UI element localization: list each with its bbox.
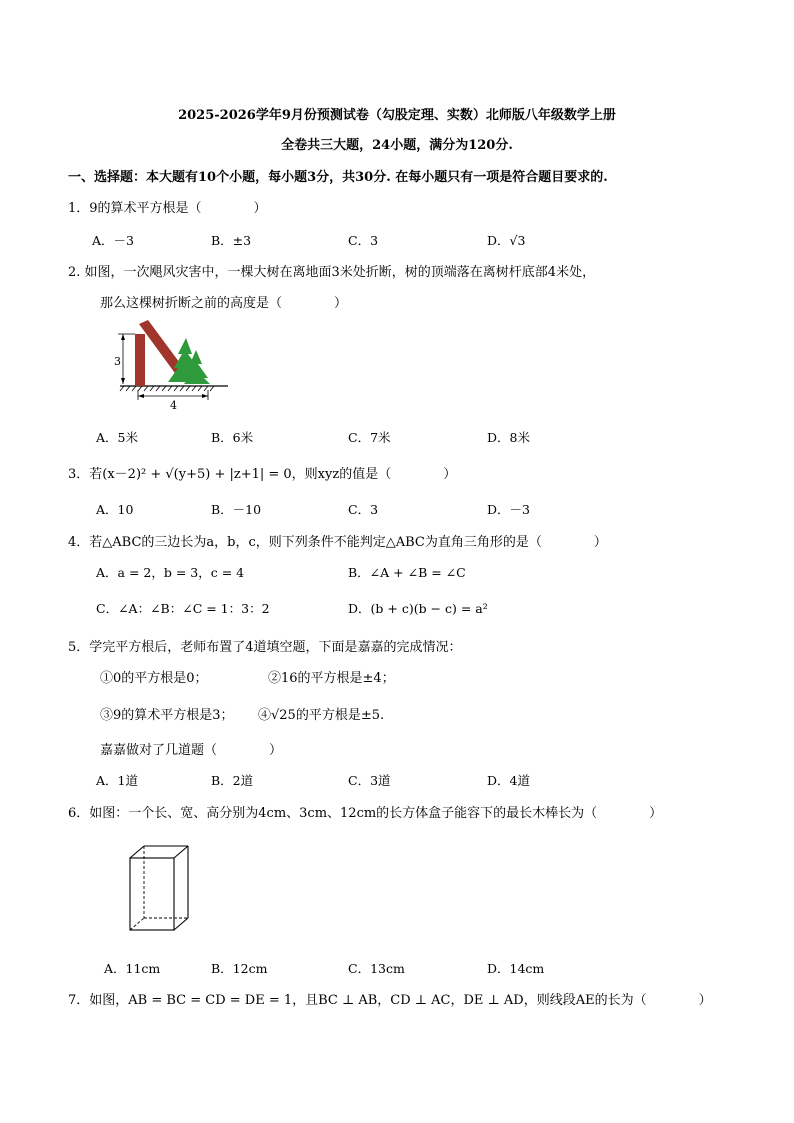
q6-option-d[interactable]: D．14cm: [487, 961, 545, 976]
q5-option-c[interactable]: C．3道: [348, 773, 391, 788]
q4-option-d[interactable]: D．(b + c)(b − c) = a²: [348, 601, 488, 616]
question-2-line1: 2. 如图，一次飓风灾害中，一棵大树在离地面3米处折断，树的顶端落在离树杆底部4米处，: [68, 265, 596, 280]
q4-option-a[interactable]: A．a = 2，b = 3，c = 4: [96, 565, 245, 580]
q6-option-c[interactable]: C．13cm: [348, 961, 405, 976]
q3-option-c[interactable]: C．3: [348, 502, 379, 517]
q3-option-b[interactable]: B．－10: [211, 502, 262, 517]
q1-option-c[interactable]: C．3: [348, 233, 379, 248]
q2-option-d[interactable]: D．8米: [487, 430, 530, 445]
cuboid-figure: [124, 840, 194, 936]
fig-label-3: 3: [114, 355, 121, 368]
question-6: 6．如图：一个长、宽、高分别为4cm、3cm、12cm的长方体盒子能容下的最长木棒长为（ ）: [68, 806, 663, 821]
q2-option-b[interactable]: B．6米: [211, 430, 254, 445]
q3-option-a[interactable]: A．10: [96, 502, 134, 517]
q1-option-d[interactable]: D．√3: [487, 233, 526, 248]
question-4: 4．若△ABC的三边长为a，b，c，则下列条件不能判定△ABC为直角三角形的是（ ）: [68, 535, 607, 550]
q6-option-a[interactable]: A．11cm: [104, 961, 161, 976]
q5-option-b[interactable]: B．2道: [211, 773, 254, 788]
q5-question: 嘉嘉做对了几道题（ ）: [100, 743, 283, 758]
q5-item-1: ①0的平方根是0；: [100, 671, 208, 686]
fig-label-4: 4: [170, 399, 177, 412]
section-heading: 一、选择题：本大题有10个小题，每小题3分，共30分. 在每小题只有一项是符合题目要求的.: [68, 170, 608, 185]
question-7: 7．如图，AB = BC = CD = DE = 1，且BC ⊥ AB，CD ⊥ AC，DE ⊥ AD，则线段AE的长为（ ）: [68, 993, 712, 1008]
q5-option-d[interactable]: D．4道: [487, 773, 530, 788]
q2-option-a[interactable]: A．5米: [96, 430, 138, 445]
q6-option-b[interactable]: B．12cm: [211, 961, 268, 976]
q1-option-a[interactable]: A．－3: [92, 233, 134, 248]
question-3: 3．若(x－2)² + √(y+5) + |z+1| = 0，则xyz的值是（ ）: [68, 467, 457, 482]
q2-option-c[interactable]: C．7米: [348, 430, 391, 445]
question-2-line2: 那么这棵树折断之前的高度是（ ）: [100, 296, 348, 311]
q5-item-2: ②16的平方根是±4；: [268, 671, 395, 686]
q4-option-c[interactable]: C．∠A：∠B：∠C = 1：3：2: [96, 601, 270, 616]
q5-item-3: ③9的算术平方根是3；: [100, 708, 234, 723]
q4-option-b[interactable]: B．∠A + ∠B = ∠C: [348, 565, 466, 580]
page-title: 2025-2026学年9月份预测试卷（勾股定理、实数）北师版八年级数学上册: [178, 108, 616, 123]
page-subtitle: 全卷共三大题，24小题，满分为120分.: [281, 138, 513, 153]
q5-item-4: ④√25的平方根是±5.: [258, 708, 385, 723]
q1-option-b[interactable]: B．±3: [211, 233, 252, 248]
q5-option-a[interactable]: A．1道: [96, 773, 138, 788]
question-5: 5．学完平方根后，老师布置了4道填空题，下面是嘉嘉的完成情况：: [68, 640, 462, 655]
q3-option-d[interactable]: D．－3: [487, 502, 530, 517]
question-1: 1．9的算术平方根是（ ）: [68, 201, 267, 216]
